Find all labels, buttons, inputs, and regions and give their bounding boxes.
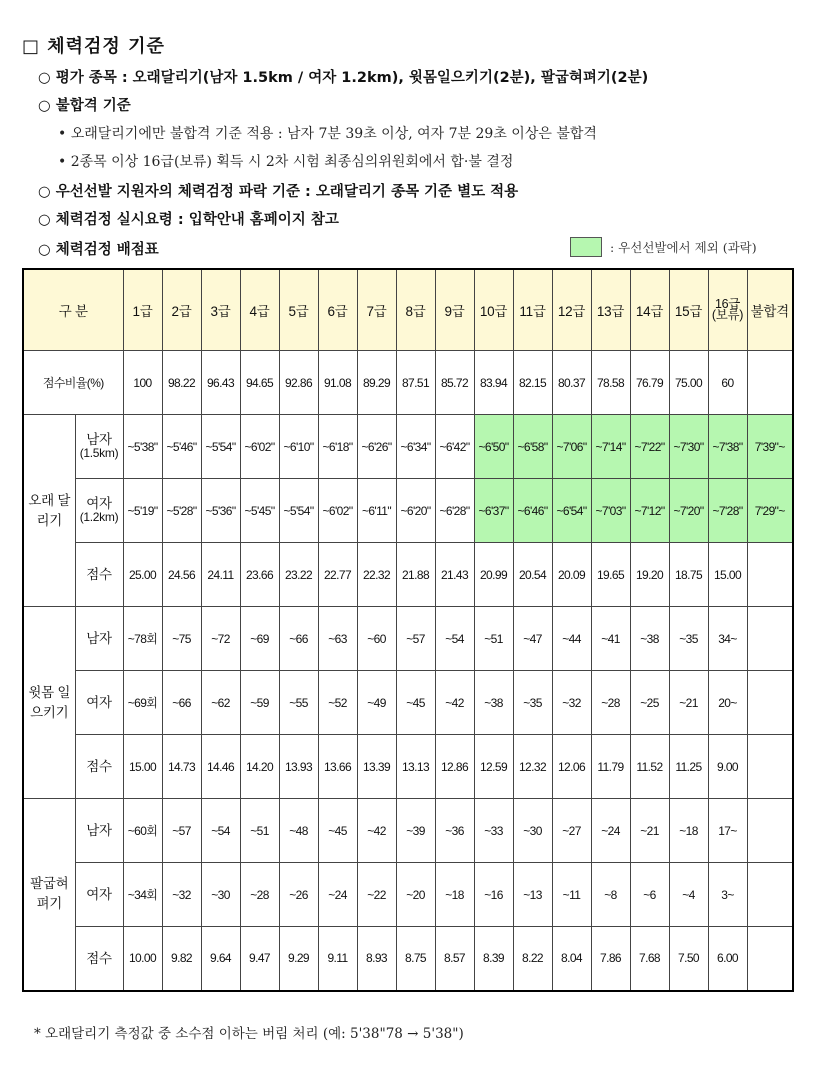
legend <box>570 237 757 257</box>
run-male-cell: ~6'18" <box>318 415 357 479</box>
situp-score-cell: 12.86 <box>435 735 474 799</box>
corner-header: 구 분 <box>23 269 123 351</box>
pushup-male-cell: ~60회 <box>123 799 162 863</box>
pushup-female-cell: ~30 <box>201 863 240 927</box>
pushup-female-cell: 3~ <box>708 863 747 927</box>
run-female-cell: ~5'19" <box>123 479 162 543</box>
grade-16-sub: (보류) <box>711 308 744 322</box>
guide-line: ○ 체력검정 실시요령 : 입학안내 홈페이지 참고 <box>38 212 339 228</box>
situp-male-cell: ~75 <box>162 607 201 671</box>
pushup-score-cell: 8.57 <box>435 927 474 991</box>
grade-header-13: 13급 <box>591 269 630 351</box>
run-male-label <box>75 415 123 479</box>
ratio-cell: 96.43 <box>201 351 240 415</box>
table-title: ○ 체력검정 배점표 <box>38 242 159 258</box>
run-female-cell: ~7'12" <box>630 479 669 543</box>
run-female-cell: ~6'37" <box>474 479 513 543</box>
run-score-cell: 23.22 <box>279 543 318 607</box>
run-female-cell: ~5'45" <box>240 479 279 543</box>
run-score-cell: 20.09 <box>552 543 591 607</box>
run-female-row <box>23 479 793 543</box>
situp-female-cell: ~38 <box>474 671 513 735</box>
pushup-score-cell: 9.82 <box>162 927 201 991</box>
pushup-female-cell: ~8 <box>591 863 630 927</box>
situp-female-cell: ~69회 <box>123 671 162 735</box>
pushup-female-row <box>23 863 793 927</box>
situp-score-cell: 11.25 <box>669 735 708 799</box>
run-score-row <box>23 543 793 607</box>
run-score-cell: 19.20 <box>630 543 669 607</box>
situp-score-cell: 13.66 <box>318 735 357 799</box>
pushup-female-cell: ~28 <box>240 863 279 927</box>
run-female-cell: 7'29"~ <box>747 479 793 543</box>
situp-score-cell: 11.52 <box>630 735 669 799</box>
ratio-row <box>23 351 793 415</box>
run-male-cell: ~5'46" <box>162 415 201 479</box>
run-score-cell: 21.43 <box>435 543 474 607</box>
ratio-cell: 76.79 <box>630 351 669 415</box>
pushup-male-cell: ~54 <box>201 799 240 863</box>
pushup-male-cell: ~21 <box>630 799 669 863</box>
run-score-cell: 20.99 <box>474 543 513 607</box>
ratio-cell: 98.22 <box>162 351 201 415</box>
run-male-cell: ~6'26" <box>357 415 396 479</box>
situp-score-cell: 13.93 <box>279 735 318 799</box>
ratio-cell <box>747 351 793 415</box>
situp-female-cell: ~28 <box>591 671 630 735</box>
run-male-cell: ~7'14" <box>591 415 630 479</box>
situp-score-cell: 12.59 <box>474 735 513 799</box>
run-female-cell: ~6'28" <box>435 479 474 543</box>
priority-criteria-line: ○ 우선선발 지원자의 체력검정 파락 기준 : 오래달리기 종목 기준 별도 적용 <box>38 184 519 200</box>
legend-color-box <box>570 237 602 257</box>
pushup-female-cell: ~22 <box>357 863 396 927</box>
pushup-female-cell: ~34회 <box>123 863 162 927</box>
grade-header-10: 10급 <box>474 269 513 351</box>
situp-male-cell: ~38 <box>630 607 669 671</box>
run-male-cell: ~5'38" <box>123 415 162 479</box>
run-score-cell: 21.88 <box>396 543 435 607</box>
pushup-male-cell: ~24 <box>591 799 630 863</box>
situp-female-cell: ~25 <box>630 671 669 735</box>
situp-score-cell: 13.39 <box>357 735 396 799</box>
run-male-row <box>23 415 793 479</box>
pushup-male-cell: ~48 <box>279 799 318 863</box>
run-female-cell: ~5'28" <box>162 479 201 543</box>
ratio-cell: 60 <box>708 351 747 415</box>
ratio-cell: 80.37 <box>552 351 591 415</box>
pushup-female-label: 여자 <box>75 863 123 927</box>
run-score-cell: 24.11 <box>201 543 240 607</box>
situp-male-cell: ~69 <box>240 607 279 671</box>
pushup-score-cell: 10.00 <box>123 927 162 991</box>
run-group-label: 오래 달리기 <box>23 415 75 607</box>
situp-female-cell: ~59 <box>240 671 279 735</box>
situp-score-cell: 11.79 <box>591 735 630 799</box>
run-score-cell: 25.00 <box>123 543 162 607</box>
grade-16-label: 16급 <box>714 297 741 311</box>
situp-male-cell <box>747 607 793 671</box>
situp-male-cell: ~60 <box>357 607 396 671</box>
run-male-cell: ~6'58" <box>513 415 552 479</box>
run-female-cell: ~6'02" <box>318 479 357 543</box>
pushup-group-label: 팔굽혀 펴기 <box>23 799 75 991</box>
situp-score-cell: 12.06 <box>552 735 591 799</box>
run-score-label: 점수 <box>75 543 123 607</box>
situp-male-cell: ~54 <box>435 607 474 671</box>
pushup-score-cell: 8.04 <box>552 927 591 991</box>
pushup-female-cell: ~32 <box>162 863 201 927</box>
grade-header-14: 14급 <box>630 269 669 351</box>
situp-male-cell: ~66 <box>279 607 318 671</box>
situp-male-cell: ~44 <box>552 607 591 671</box>
row-label-main: 남자 <box>86 432 112 447</box>
run-score-cell: 20.54 <box>513 543 552 607</box>
ratio-cell: 78.58 <box>591 351 630 415</box>
situp-male-cell: ~72 <box>201 607 240 671</box>
run-male-cell: ~6'50" <box>474 415 513 479</box>
run-female-cell: ~6'46" <box>513 479 552 543</box>
situp-male-row <box>23 607 793 671</box>
ratio-cell: 85.72 <box>435 351 474 415</box>
pushup-male-cell <box>747 799 793 863</box>
grade-header-2: 2급 <box>162 269 201 351</box>
pushup-male-cell: ~42 <box>357 799 396 863</box>
situp-male-cell: 34~ <box>708 607 747 671</box>
situp-male-cell: ~78회 <box>123 607 162 671</box>
situp-male-cell: ~57 <box>396 607 435 671</box>
pushup-score-cell: 8.93 <box>357 927 396 991</box>
fail-header: 불합격 <box>747 269 793 351</box>
run-female-cell: ~7'20" <box>669 479 708 543</box>
ratio-cell: 94.65 <box>240 351 279 415</box>
situp-score-label: 점수 <box>75 735 123 799</box>
row-label-main: 여자 <box>86 496 112 511</box>
situp-female-cell: ~45 <box>396 671 435 735</box>
run-score-cell: 18.75 <box>669 543 708 607</box>
pushup-score-cell <box>747 927 793 991</box>
pushup-female-cell: ~24 <box>318 863 357 927</box>
pushup-male-cell: ~36 <box>435 799 474 863</box>
pushup-female-cell: ~13 <box>513 863 552 927</box>
situp-male-cell: ~63 <box>318 607 357 671</box>
situp-female-cell <box>747 671 793 735</box>
pushup-female-cell: ~4 <box>669 863 708 927</box>
ratio-cell: 100 <box>123 351 162 415</box>
run-male-cell: 7'39"~ <box>747 415 793 479</box>
situp-female-cell: ~55 <box>279 671 318 735</box>
situp-male-label: 남자 <box>75 607 123 671</box>
situp-female-row <box>23 671 793 735</box>
run-male-cell: ~6'34" <box>396 415 435 479</box>
situp-female-cell: 20~ <box>708 671 747 735</box>
pushup-female-cell: ~16 <box>474 863 513 927</box>
pushup-male-cell: ~27 <box>552 799 591 863</box>
row-label-sub: (1.2km) <box>79 510 119 524</box>
legend-text: : 우선선발에서 제외 (과락) <box>610 240 757 255</box>
run-score-cell: 23.66 <box>240 543 279 607</box>
situp-female-cell: ~62 <box>201 671 240 735</box>
situp-female-cell: ~35 <box>513 671 552 735</box>
run-score-cell: 19.65 <box>591 543 630 607</box>
situp-group-label: 윗몸 일으키기 <box>23 607 75 799</box>
grade-header-6: 6급 <box>318 269 357 351</box>
run-female-cell: ~6'11" <box>357 479 396 543</box>
situp-score-cell: 9.00 <box>708 735 747 799</box>
pushup-female-cell: ~20 <box>396 863 435 927</box>
pushup-male-cell: ~39 <box>396 799 435 863</box>
situp-female-cell: ~49 <box>357 671 396 735</box>
run-female-cell: ~6'20" <box>396 479 435 543</box>
run-female-cell: ~7'28" <box>708 479 747 543</box>
grade-header-4: 4급 <box>240 269 279 351</box>
ratio-label: 점수비율(%) <box>23 351 123 415</box>
situp-score-cell: 15.00 <box>123 735 162 799</box>
fail-criteria-bullet-2: • 2종목 이상 16급(보류) 획득 시 2차 시험 최종심의위원회에서 합·불 결정 <box>58 154 514 170</box>
situp-score-cell: 14.46 <box>201 735 240 799</box>
pushup-female-cell: ~18 <box>435 863 474 927</box>
situp-score-row <box>23 735 793 799</box>
pushup-male-cell: ~33 <box>474 799 513 863</box>
pushup-male-cell: ~18 <box>669 799 708 863</box>
fail-criteria-bullet-1: • 오래달리기에만 불합격 기준 적용 : 남자 7분 39초 이상, 여자 7분 29초 이상은 불합격 <box>58 126 597 142</box>
eval-items-line: ○ 평가 종목 : 오래달리기(남자 1.5km / 여자 1.2km), 윗몸일으키기(2분), 팔굽혀펴기(2분) <box>38 70 649 86</box>
pushup-male-cell: ~51 <box>240 799 279 863</box>
ratio-cell: 87.51 <box>396 351 435 415</box>
pushup-male-cell: 17~ <box>708 799 747 863</box>
run-male-cell: ~7'38" <box>708 415 747 479</box>
pushup-score-cell: 7.68 <box>630 927 669 991</box>
situp-female-cell: ~32 <box>552 671 591 735</box>
situp-male-cell: ~47 <box>513 607 552 671</box>
pushup-score-cell: 9.11 <box>318 927 357 991</box>
run-female-cell: ~6'54" <box>552 479 591 543</box>
situp-score-cell: 14.73 <box>162 735 201 799</box>
situp-female-cell: ~66 <box>162 671 201 735</box>
run-male-cell: ~6'42" <box>435 415 474 479</box>
grade-header-5: 5급 <box>279 269 318 351</box>
run-score-cell: 22.32 <box>357 543 396 607</box>
pushup-score-row <box>23 927 793 991</box>
grade-header-15: 15급 <box>669 269 708 351</box>
pushup-male-cell: ~57 <box>162 799 201 863</box>
situp-score-cell <box>747 735 793 799</box>
situp-male-cell: ~41 <box>591 607 630 671</box>
run-female-label <box>75 479 123 543</box>
pushup-score-cell: 7.50 <box>669 927 708 991</box>
pushup-score-cell: 8.22 <box>513 927 552 991</box>
pushup-male-cell: ~45 <box>318 799 357 863</box>
pushup-male-cell: ~30 <box>513 799 552 863</box>
grade-header-7: 7급 <box>357 269 396 351</box>
grade-header-1: 1급 <box>123 269 162 351</box>
run-male-cell: ~6'02" <box>240 415 279 479</box>
situp-male-cell: ~35 <box>669 607 708 671</box>
pushup-female-cell <box>747 863 793 927</box>
situp-female-cell: ~21 <box>669 671 708 735</box>
ratio-cell: 92.86 <box>279 351 318 415</box>
ratio-cell: 83.94 <box>474 351 513 415</box>
page-title: □ 체력검정 기준 <box>22 36 165 57</box>
grade-header-8: 8급 <box>396 269 435 351</box>
pushup-score-cell: 8.75 <box>396 927 435 991</box>
pushup-score-cell: 6.00 <box>708 927 747 991</box>
run-male-cell: ~7'06" <box>552 415 591 479</box>
ratio-cell: 89.29 <box>357 351 396 415</box>
situp-male-cell: ~51 <box>474 607 513 671</box>
run-female-cell: ~5'36" <box>201 479 240 543</box>
score-table <box>22 268 794 992</box>
pushup-score-cell: 7.86 <box>591 927 630 991</box>
grade-header-11: 11급 <box>513 269 552 351</box>
pushup-score-cell: 9.47 <box>240 927 279 991</box>
run-male-cell: ~5'54" <box>201 415 240 479</box>
footnote: * 오래달리기 측정값 중 소수점 이하는 버림 처리 (예: 5'38"78 → 5'38") <box>34 1026 464 1042</box>
grade-header-16 <box>708 269 747 351</box>
situp-score-cell: 14.20 <box>240 735 279 799</box>
pushup-score-label: 점수 <box>75 927 123 991</box>
run-male-cell: ~7'30" <box>669 415 708 479</box>
pushup-female-cell: ~26 <box>279 863 318 927</box>
pushup-score-cell: 9.29 <box>279 927 318 991</box>
row-label-sub: (1.5km) <box>79 446 119 460</box>
run-male-cell: ~7'22" <box>630 415 669 479</box>
ratio-cell: 75.00 <box>669 351 708 415</box>
situp-female-cell: ~52 <box>318 671 357 735</box>
run-score-cell <box>747 543 793 607</box>
ratio-cell: 82.15 <box>513 351 552 415</box>
situp-female-label: 여자 <box>75 671 123 735</box>
run-score-cell: 15.00 <box>708 543 747 607</box>
pushup-female-cell: ~6 <box>630 863 669 927</box>
situp-score-cell: 13.13 <box>396 735 435 799</box>
ratio-cell: 91.08 <box>318 351 357 415</box>
run-score-cell: 22.77 <box>318 543 357 607</box>
run-score-cell: 24.56 <box>162 543 201 607</box>
pushup-female-cell: ~11 <box>552 863 591 927</box>
grade-header-9: 9급 <box>435 269 474 351</box>
grade-header-12: 12급 <box>552 269 591 351</box>
situp-female-cell: ~42 <box>435 671 474 735</box>
pushup-score-cell: 8.39 <box>474 927 513 991</box>
run-female-cell: ~7'03" <box>591 479 630 543</box>
situp-score-cell: 12.32 <box>513 735 552 799</box>
pushup-male-label: 남자 <box>75 799 123 863</box>
run-male-cell: ~6'10" <box>279 415 318 479</box>
fail-criteria-title: ○ 불합격 기준 <box>38 98 131 114</box>
grade-header-3: 3급 <box>201 269 240 351</box>
grade-header-row <box>23 269 793 351</box>
pushup-score-cell: 9.64 <box>201 927 240 991</box>
run-female-cell: ~5'54" <box>279 479 318 543</box>
pushup-male-row <box>23 799 793 863</box>
